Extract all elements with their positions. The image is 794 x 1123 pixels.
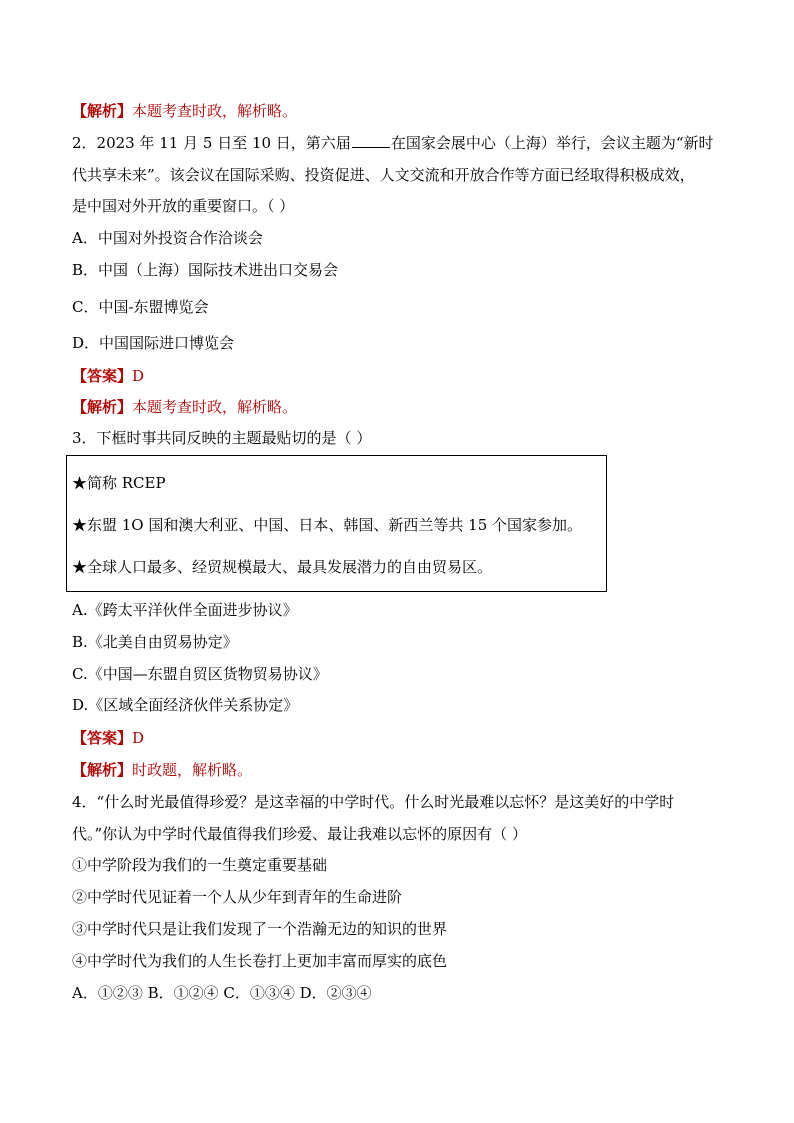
q1-analysis — [72, 101, 722, 121]
answer-tag: 【答案】 — [72, 367, 133, 385]
analysis-tag: 【解析】 — [72, 761, 133, 779]
analysis-text: 本题考查时政，解析略。 — [132, 398, 298, 416]
analysis-tag: 【解析】 — [72, 102, 133, 120]
analysis-tag: 【解析】 — [72, 398, 133, 416]
q3-analysis — [72, 760, 722, 780]
analysis-text: 时政题，解析略。 — [132, 761, 253, 779]
q3-answer — [72, 728, 722, 748]
q4-statement-3: ③中学时代只是让我们发现了一个浩瀚无边的知识的世界 — [72, 920, 448, 938]
q3-box-item-2: ★东盟 1O 国和澳大利亚、中国、日本、韩国、新西兰等共 15 个国家参加。 — [72, 516, 583, 534]
q4-statement-2: ②中学时代见证着一个人从少年到青年的生命进阶 — [72, 888, 403, 906]
q3-option-d: D.《区域全面经济伙伴关系协定》 — [72, 696, 299, 714]
q2-blank — [352, 133, 390, 148]
q3-box-item-1: ★简称 RCEP — [72, 474, 166, 492]
q2-stem-line-2: 代共享未来”。该会议在国际采购、投资促进、人文交流和开放合作等方面已经取得积极成效， — [72, 166, 695, 184]
q2-stem-part-1: 2．2023 年 11 月 5 日至 10 日，第六届 — [72, 134, 351, 152]
q3-stem: 3．下框时事共同反映的主题最贴切的是（ ） — [72, 429, 372, 447]
answer-tag: 【答案】 — [72, 729, 133, 747]
q2-option-c: C．中国-东盟博览会 — [72, 298, 209, 316]
q4-statement-1: ①中学阶段为我们的一生奠定重要基础 — [72, 856, 328, 874]
q4-stem-line-2: 代。”你认为中学时代最值得我们珍爱、最让我难以忘怀的原因有（ ） — [72, 825, 527, 843]
q2-option-a: A．中国对外投资合作洽谈会 — [72, 229, 263, 247]
q4-options: A．①②③ B．①②④ C．①③④ D．②③④ — [72, 984, 372, 1002]
q2-option-d: D．中国国际进口博览会 — [72, 334, 235, 352]
answer-text: D — [132, 729, 145, 747]
q2-stem-part-2: 在国家会展中心（上海）举行，会议主题为“新时 — [390, 134, 714, 152]
q3-box-item-3: ★全球人口最多、经贸规模最大、最具发展潜力的自由贸易区。 — [72, 558, 493, 576]
q2-answer — [72, 366, 722, 386]
q2-option-b: B．中国（上海）国际技术进出口交易会 — [72, 261, 339, 279]
q3-option-c: C.《中国—东盟自贸区货物贸易协议》 — [72, 665, 328, 683]
q3-option-b: B.《北美自由贸易协定》 — [72, 633, 238, 651]
answer-text: D — [132, 367, 145, 385]
q4-stem-line-1: 4．“什么时光最值得珍爱？是这幸福的中学时代。什么时光最难以忘怀？是这美好的中学时 — [72, 793, 675, 811]
q2-analysis — [72, 397, 722, 417]
q2-stem-line-3: 是中国对外开放的重要窗口。（ ） — [72, 197, 295, 215]
analysis-text: 本题考查时政，解析略。 — [132, 102, 298, 120]
q3-option-a: A.《跨太平洋伙伴全面进步协议》 — [72, 601, 298, 619]
q4-statement-4: ④中学时代为我们的人生长卷打上更加丰富而厚实的底色 — [72, 952, 448, 970]
q2-stem-line-1 — [72, 133, 722, 153]
